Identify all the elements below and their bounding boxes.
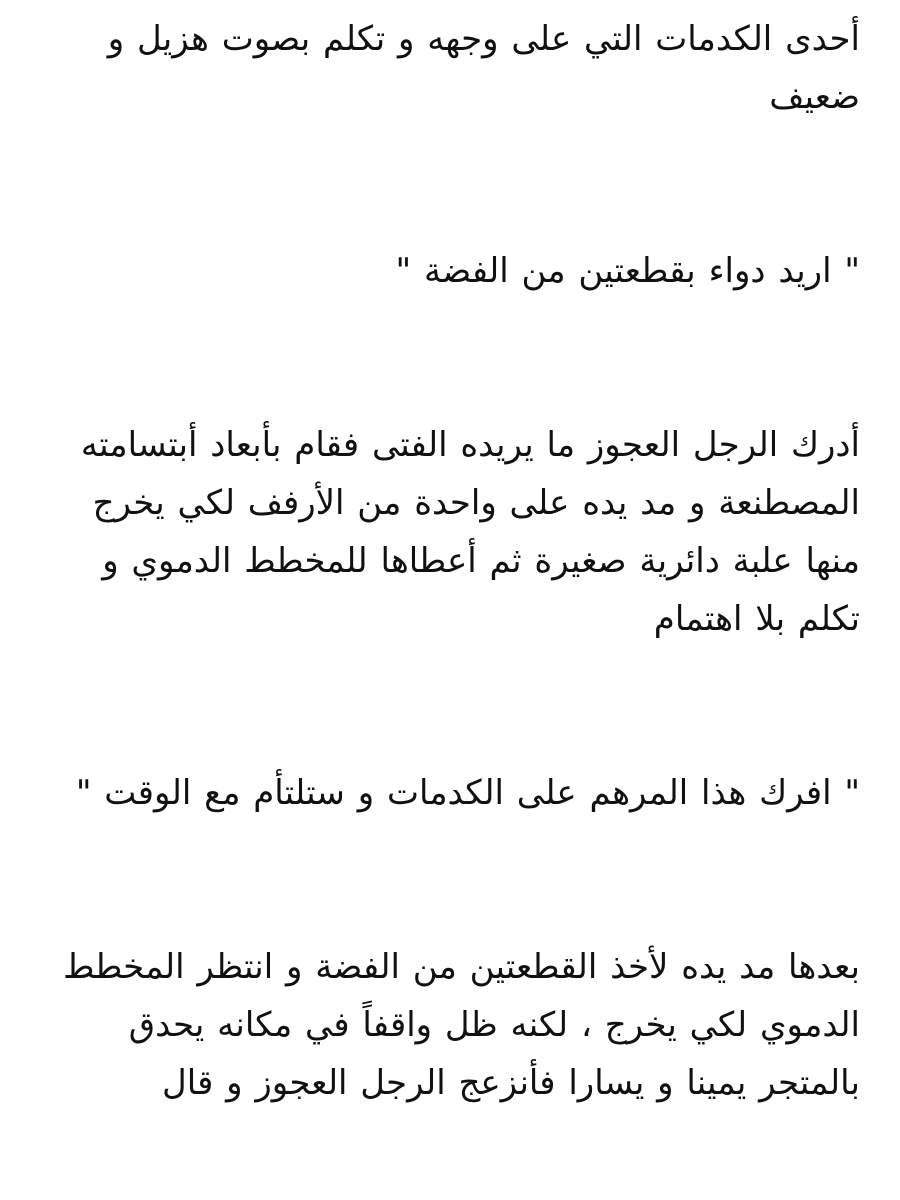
paragraph-spacer [40,126,860,242]
paragraph-spacer [40,648,860,764]
paragraph-3: بعدها مد يده لأخذ القطعتين من الفضة و انتظر المخطط الدموي لكي يخرج ، لكنه ظل واقفاً في مكانه يحدق بالمتجر يمينا و يسارا فأنزعج الرجل العجوز و قال [62,947,860,1103]
paragraph-1: أحدى الكدمات التي على وجهه و تكلم بصوت هزيل و ضعيف [107,19,860,117]
paragraph-spacer [40,300,860,416]
paragraph-spacer [40,822,860,938]
dialogue-line-1: " اريد دواء بقطعتين من الفضة " [395,251,860,291]
paragraph-2: أدرك الرجل العجوز ما يريده الفتى فقام بأبعاد أبتسامته المصطنعة و مد يده على واحدة من الأرفف لكي يخرج منها علبة دائرية صغيرة ثم أعطاها للمخطط الدموي و تكلم بلا اهتمام [80,425,860,639]
dialogue-line-2: " افرك هذا المرهم على الكدمات و ستلتأم مع الوقت " [75,773,860,813]
